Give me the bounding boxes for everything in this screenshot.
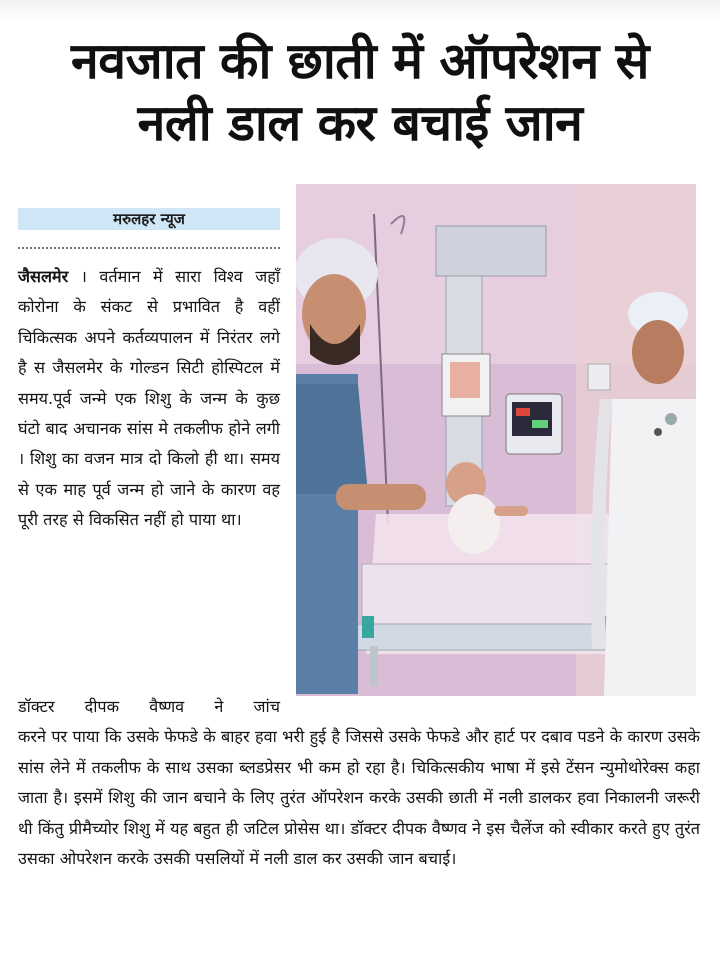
article-full-width — [18, 692, 700, 874]
headline-line-1: नवजात की छाती में ऑपरेशन से — [71, 32, 649, 90]
dateline-place: जैसलमेर — [18, 267, 69, 286]
byline: मरुलहर न्यूज — [18, 208, 280, 230]
paragraph-1-body: । वर्तमान में सारा विश्व जहाँ कोरोना के संकट से प्रभावित है वहीं चिकित्सक अपने कर्तव्यपालन में निरंतर लगे है स जैसलमेर के गोल्डन सिटी होस्पिटल में समय.पूर्व जन्मे एक शिशु के जन्म के कुछ घंटो बाद अचानक सांस मे तकलीफ होने लगी । शिशु का वजन मात्र दो किलो ही था। समय से एक माह पूर्व जन्म हो जाने के कारण वह पूरी तरह से विकसित नहीं हो पाया था। — [18, 267, 280, 530]
headline-line-2: नली डाल कर बचाई जान — [137, 94, 583, 152]
article-column — [18, 262, 280, 536]
headline — [10, 30, 710, 154]
photo-illustration — [296, 184, 696, 696]
paragraph-2-body: करने पर पाया कि उसके फेफडे के बाहर हवा भरी हुई है जिससे उसके फेफडे और हार्ट पर दबाव पडने के कारण उसके सांस लेने में तकलीफ के साथ उसका ब्लडप्रेसर भी कम हो रहा है। चिकित्सकीय भाषा में इसे टेंसन न्युमोथोरेक्स कहा जाता है। इसमें शिशु की जान बचाने के लिए तुरंत ऑपरेशन करके उसकी छाती में नली डालकर हवा निकालनी जरूरी थी किंतु प्रीमैच्योर शिशु में यह बहुत ही जटिल प्रोसेस था। डॉक्टर दीपक वैष्णव ने इस चैलेंज को स्वीकार करते हुए तुरंत उसका ओपरेशन करके उसकी पसलियों में नली डाल कर उसकी जान बचाई। — [18, 727, 700, 869]
news-photo — [296, 184, 696, 696]
clipping-top-edge — [0, 0, 720, 22]
article-paragraph-1 — [18, 262, 280, 536]
dotted-divider — [18, 247, 280, 249]
paragraph-2-lead: डॉक्टर दीपक वैष्णव ने जांच — [18, 697, 280, 716]
